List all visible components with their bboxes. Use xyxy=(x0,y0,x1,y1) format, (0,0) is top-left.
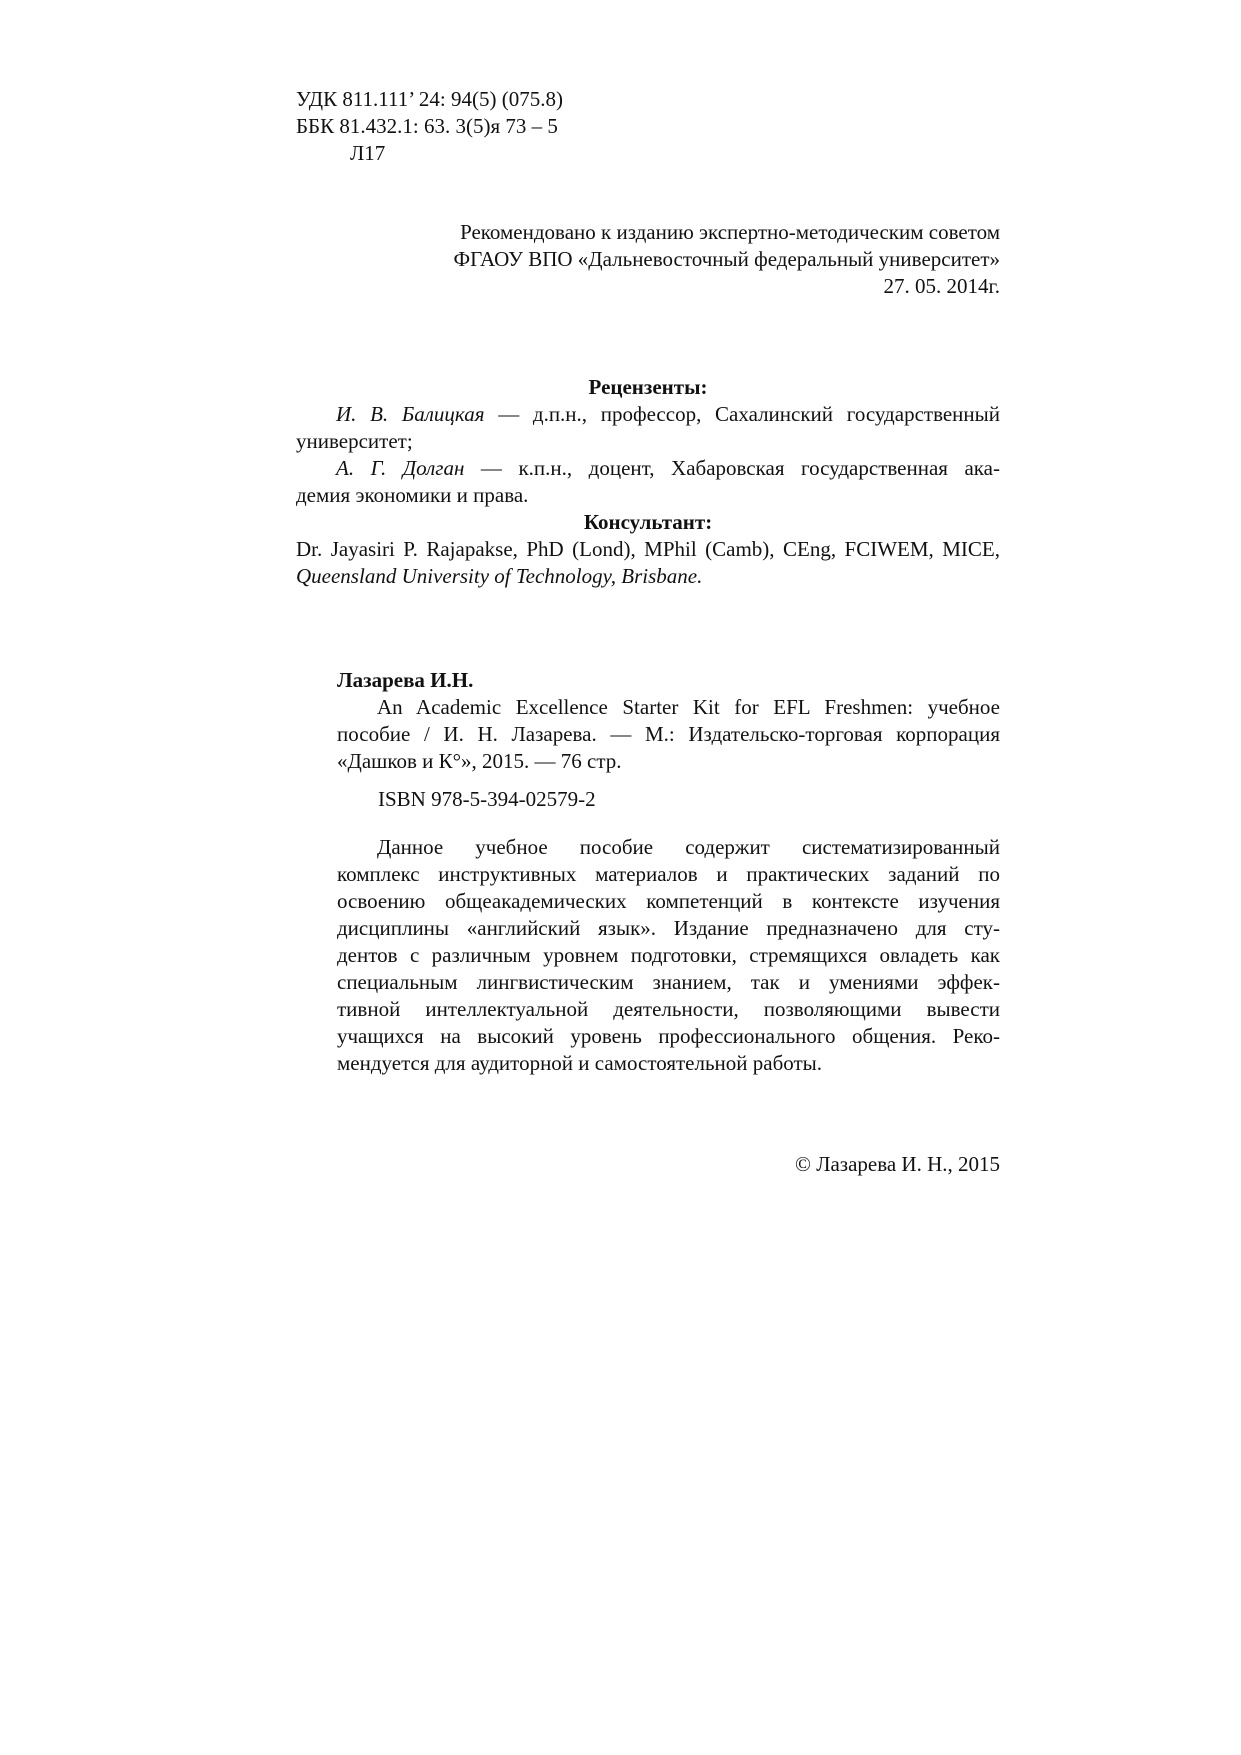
consultant-line-1: Dr. Jayasiri P. Rajapakse, PhD (Lond), MPhil (Camb), CEng, FCIWEM, MICE, xyxy=(296,537,1000,561)
reviewer-1-line-2: университет; xyxy=(296,429,413,453)
consultant-line-2: Queensland University of Technology, Brisbane. xyxy=(296,564,703,588)
annotation-line: мендуется для аудиторной и самостоятельной работы. xyxy=(337,1051,823,1075)
recommendation-line-2: ФГАОУ ВПО «Дальневосточный федеральный университет» xyxy=(453,247,1000,271)
reviewer-2-line-1 xyxy=(296,455,1000,482)
annotation-line: дисциплины «английский язык». Издание предназначено для сту- xyxy=(337,916,1000,940)
bib-line-1: An Academic Excellence Starter Kit for EFL Freshmen: учебное xyxy=(377,695,1000,719)
annotation-block xyxy=(337,834,1000,1077)
consultant-heading: Консультант: xyxy=(583,510,713,534)
annotation-line: дентов с различным уровнем подготовки, стремящихся овладеть как xyxy=(337,943,1000,967)
bib-line-3: «Дашков и К°», 2015. — 76 стр. xyxy=(337,749,622,773)
author-mark: Л17 xyxy=(350,141,386,165)
reviewer-1-line-1 xyxy=(296,401,1000,428)
udk-code: УДК 811.111’ 24: 94(5) (075.8) xyxy=(296,87,563,111)
annotation-line: тивной интеллектуальной деятельности, позволяющими вывести xyxy=(337,997,1000,1021)
reviewer-2-name: А. Г. Долган xyxy=(336,456,465,480)
bib-line-2: пособие / И. Н. Лазарева. — М.: Издательско-торговая корпорация xyxy=(337,722,1000,746)
classification-codes xyxy=(296,86,563,167)
reviewer-1-details: — д.п.н., профессор, Сахалинский государственный xyxy=(484,402,1001,426)
reviewer-1-name: И. В. Балицкая xyxy=(336,402,485,426)
annotation-line: учащихся на высокий уровень профессионального общения. Реко- xyxy=(337,1024,1000,1048)
recommendation-line-1: Рекомендовано к изданию экспертно-методическим советом xyxy=(460,220,1000,244)
recommendation-date: 27. 05. 2014г. xyxy=(883,274,1000,298)
reviewer-2-line-2: демия экономики и права. xyxy=(296,483,529,507)
isbn: ISBN 978-5-394-02579-2 xyxy=(378,787,596,811)
copyright-notice: © Лазарева И. Н., 2015 xyxy=(795,1152,1000,1176)
bibliographic-record xyxy=(337,667,1000,775)
bbk-code: ББК 81.432.1: 63. 3(5)я 73 – 5 xyxy=(296,114,558,138)
annotation-line: специальным лингвистическим знанием, так и умениями эффек- xyxy=(337,970,1000,994)
annotation-line: комплекс инструктивных материалов и практических заданий по xyxy=(337,862,1000,886)
annotation-line: освоению общеакадемических компетенций в контексте изучения xyxy=(337,889,1000,913)
reviewer-2-details: — к.п.н., доцент, Хабаровская государственная ака- xyxy=(464,456,1000,480)
annotation-line: Данное учебное пособие содержит систематизированный xyxy=(377,835,1000,859)
reviewers-block xyxy=(296,374,1000,590)
reviewers-heading: Рецензенты: xyxy=(588,375,708,399)
recommendation-block xyxy=(454,219,1000,300)
author-name: Лазарева И.Н. xyxy=(337,668,474,692)
